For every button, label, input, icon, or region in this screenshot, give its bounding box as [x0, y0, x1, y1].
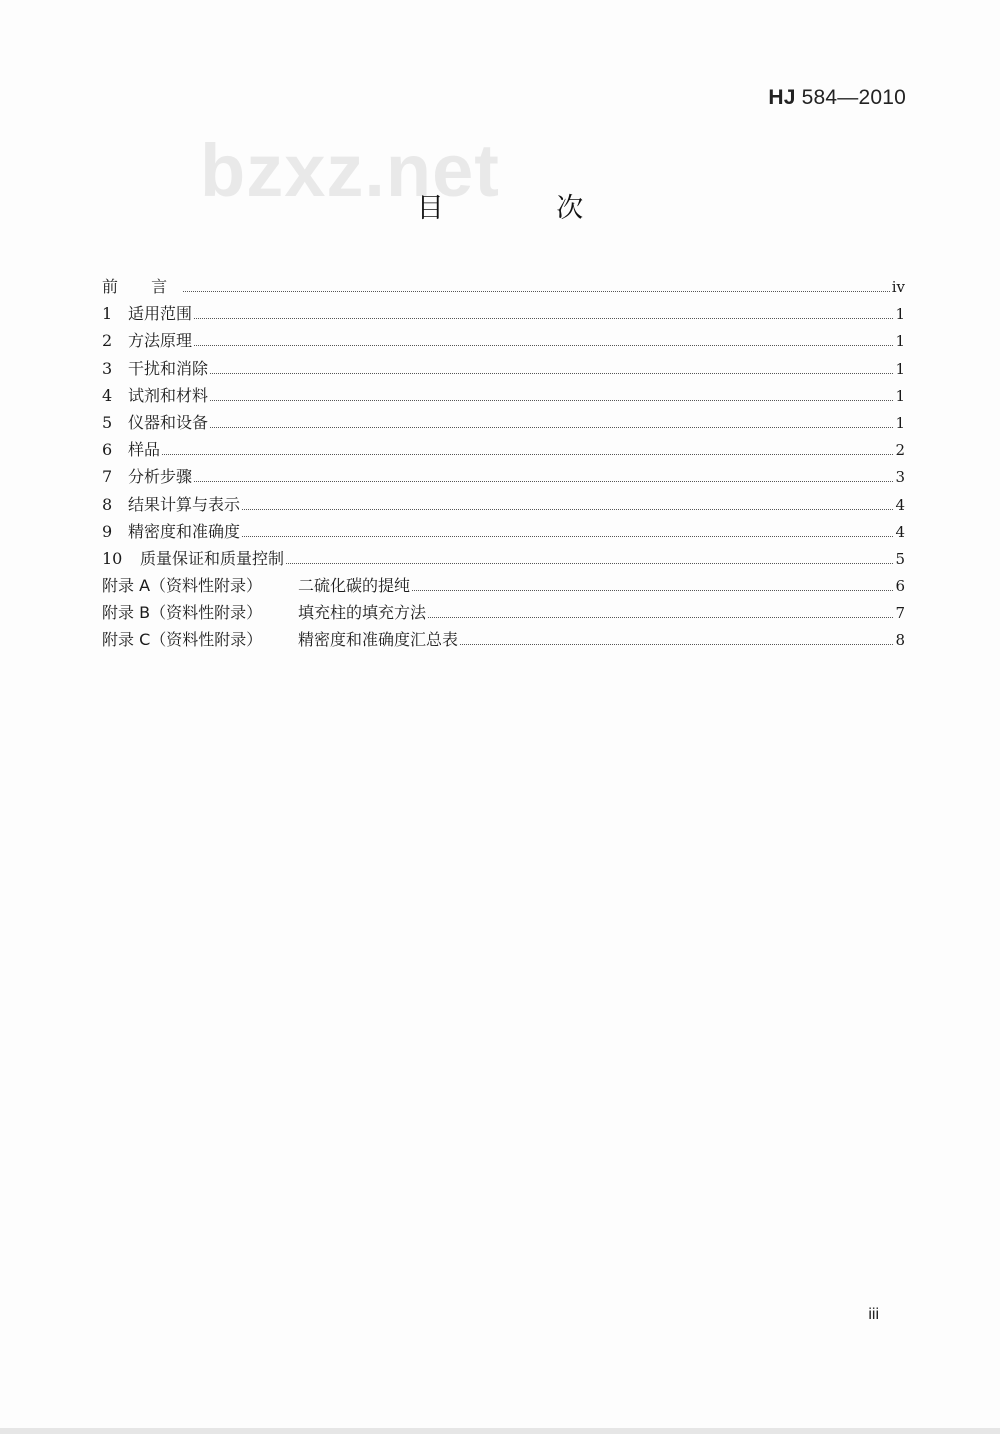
toc-dot-leader: [162, 454, 893, 455]
toc-entry-number: 1: [102, 304, 113, 324]
toc-entry-9[interactable]: [102, 519, 905, 546]
annex-prefix: 附录 A（资料性附录）: [102, 576, 263, 596]
toc-entry-4[interactable]: [102, 383, 905, 410]
standard-number: [768, 86, 906, 110]
toc-entry-number: 9: [102, 521, 113, 541]
toc-entry-label: 二硫化碳的提纯: [298, 576, 411, 596]
toc-entry-label: 填充柱的填充方法: [298, 603, 427, 623]
toc-dot-leader: [286, 563, 893, 564]
toc-entry-page: 1: [895, 386, 905, 405]
annex-prefix: 附录 C（资料性附录）: [102, 630, 263, 650]
toc-entry-page: 1: [895, 413, 905, 432]
toc-dot-leader: [242, 509, 893, 510]
toc-dot-leader: [194, 481, 893, 482]
toc-entry-label: 干扰和消除: [128, 358, 209, 378]
toc-annex-a[interactable]: [102, 573, 905, 600]
toc-entry-number: 4: [102, 385, 113, 405]
table-of-contents: [102, 274, 905, 655]
toc-entry-3[interactable]: [102, 356, 905, 383]
toc-entry-page: 8: [895, 631, 905, 650]
toc-annex-c[interactable]: [102, 627, 905, 654]
toc-dot-leader: [194, 318, 893, 319]
toc-entry-page: 1: [895, 305, 905, 324]
toc-entry-1[interactable]: [102, 301, 905, 328]
toc-entry-number: 3: [102, 358, 113, 378]
toc-entry-8[interactable]: [102, 492, 905, 519]
toc-entry-label: 仪器和设备: [128, 412, 209, 432]
toc-entry-page: 5: [895, 549, 905, 568]
toc-dot-leader: [242, 536, 893, 537]
annex-prefix: 附录 B（资料性附录）: [102, 603, 263, 623]
toc-entry-page: 6: [895, 577, 905, 596]
toc-entry-page: iv: [891, 278, 905, 296]
standard-prefix: HJ: [768, 86, 796, 109]
toc-entry-page: 1: [895, 332, 905, 351]
toc-dot-leader: [428, 617, 893, 618]
scan-bottom-edge: [0, 1428, 1000, 1434]
toc-entry-number: 8: [102, 494, 113, 514]
toc-annex-b[interactable]: [102, 600, 905, 627]
toc-entry-label: 精密度和准确度: [128, 521, 241, 541]
toc-entry-page: 7: [895, 604, 905, 623]
toc-entry-page: 2: [895, 441, 905, 460]
toc-dot-leader: [210, 427, 893, 428]
toc-entry-label: 结果计算与表示: [128, 494, 241, 514]
toc-entry-label: 样品: [128, 440, 161, 460]
toc-entry-number: 10: [102, 548, 123, 568]
toc-dot-leader: [210, 400, 893, 401]
toc-entry-label: 前 言: [102, 277, 182, 296]
toc-entry-10[interactable]: [102, 546, 905, 573]
toc-title: 目 次: [416, 193, 636, 224]
toc-dot-leader: [412, 590, 893, 591]
toc-entry-page: 4: [895, 522, 905, 541]
page-number: iii: [868, 1306, 879, 1323]
toc-entry-label: 精密度和准确度汇总表: [298, 630, 459, 650]
toc-entry-number: 2: [102, 331, 113, 351]
toc-entry-number: 6: [102, 440, 113, 460]
toc-entry-number: 5: [102, 412, 113, 432]
toc-entry-label: 适用范围: [128, 304, 193, 324]
toc-entry-label: 分析步骤: [128, 467, 193, 487]
toc-entry-page: 3: [895, 468, 905, 487]
toc-entry-page: 4: [895, 495, 905, 514]
toc-entry-label: 方法原理: [128, 331, 193, 351]
toc-entry-label: 质量保证和质量控制: [140, 548, 285, 568]
standard-code: 584—2010: [795, 86, 906, 109]
watermark: bzxz.net: [200, 129, 500, 212]
toc-entry-foreword[interactable]: [102, 274, 905, 301]
toc-dot-leader: [183, 291, 890, 292]
toc-entry-page: 1: [895, 359, 905, 378]
toc-entry-6[interactable]: [102, 437, 905, 464]
toc-entry-label: 试剂和材料: [128, 385, 209, 405]
toc-dot-leader: [210, 373, 893, 374]
toc-dot-leader: [194, 345, 893, 346]
toc-entry-7[interactable]: [102, 464, 905, 491]
toc-entry-number: 7: [102, 467, 113, 487]
toc-dot-leader: [460, 644, 893, 645]
toc-entry-2[interactable]: [102, 328, 905, 355]
toc-entry-5[interactable]: [102, 410, 905, 437]
